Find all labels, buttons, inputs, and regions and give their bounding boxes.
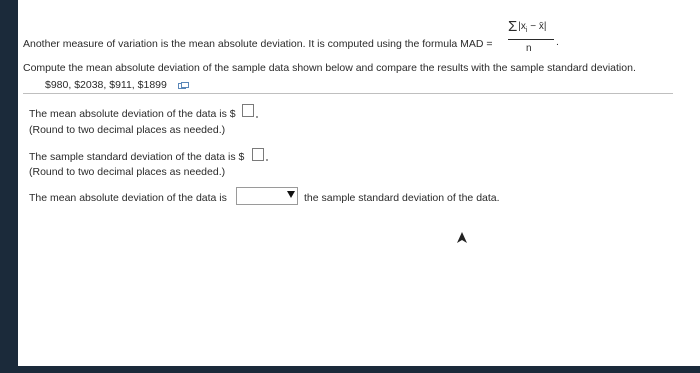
compare-suffix: the sample standard deviation of the data.	[304, 192, 500, 204]
formula-numerator: $\Sigma|x_i$ − x̄|	[508, 18, 547, 35]
compare-select[interactable]	[236, 187, 298, 205]
formula-denominator: n	[526, 43, 532, 54]
instruction-text: Compute the mean absolute deviation of the sample data shown below and compare the results with the sample standard deviation.	[23, 62, 636, 74]
mad-input-period	[256, 116, 258, 118]
copy-icon[interactable]	[178, 82, 189, 89]
sd-answer-input[interactable]	[252, 148, 264, 161]
mad-label: The mean absolute deviation of the data is $	[29, 108, 236, 120]
mad-rounding-hint: (Round to two decimal places as needed.)	[29, 124, 226, 136]
mouse-pointer-icon	[455, 231, 469, 245]
window-bottom-edge	[0, 366, 700, 373]
intro-text: Another measure of variation is the mean absolute deviation. It is computed using the formula MAD =	[23, 38, 493, 50]
fraction-bar	[508, 39, 554, 40]
sd-rounding-hint: (Round to two decimal places as needed.)	[29, 166, 226, 178]
formula-period: .	[556, 36, 559, 48]
compare-prefix: The mean absolute deviation of the data is	[29, 192, 227, 204]
sd-input-period	[266, 159, 268, 161]
section-divider	[23, 93, 673, 94]
triangle-down-icon	[287, 191, 295, 198]
mad-answer-input[interactable]	[242, 104, 254, 117]
sigma-symbol: Σ	[508, 18, 518, 35]
sd-label: The sample standard deviation of the data is $	[29, 151, 245, 163]
data-values: $980, $2038, $911, $1899	[45, 79, 167, 91]
mad-formula	[508, 18, 554, 58]
window-edge	[0, 0, 18, 373]
